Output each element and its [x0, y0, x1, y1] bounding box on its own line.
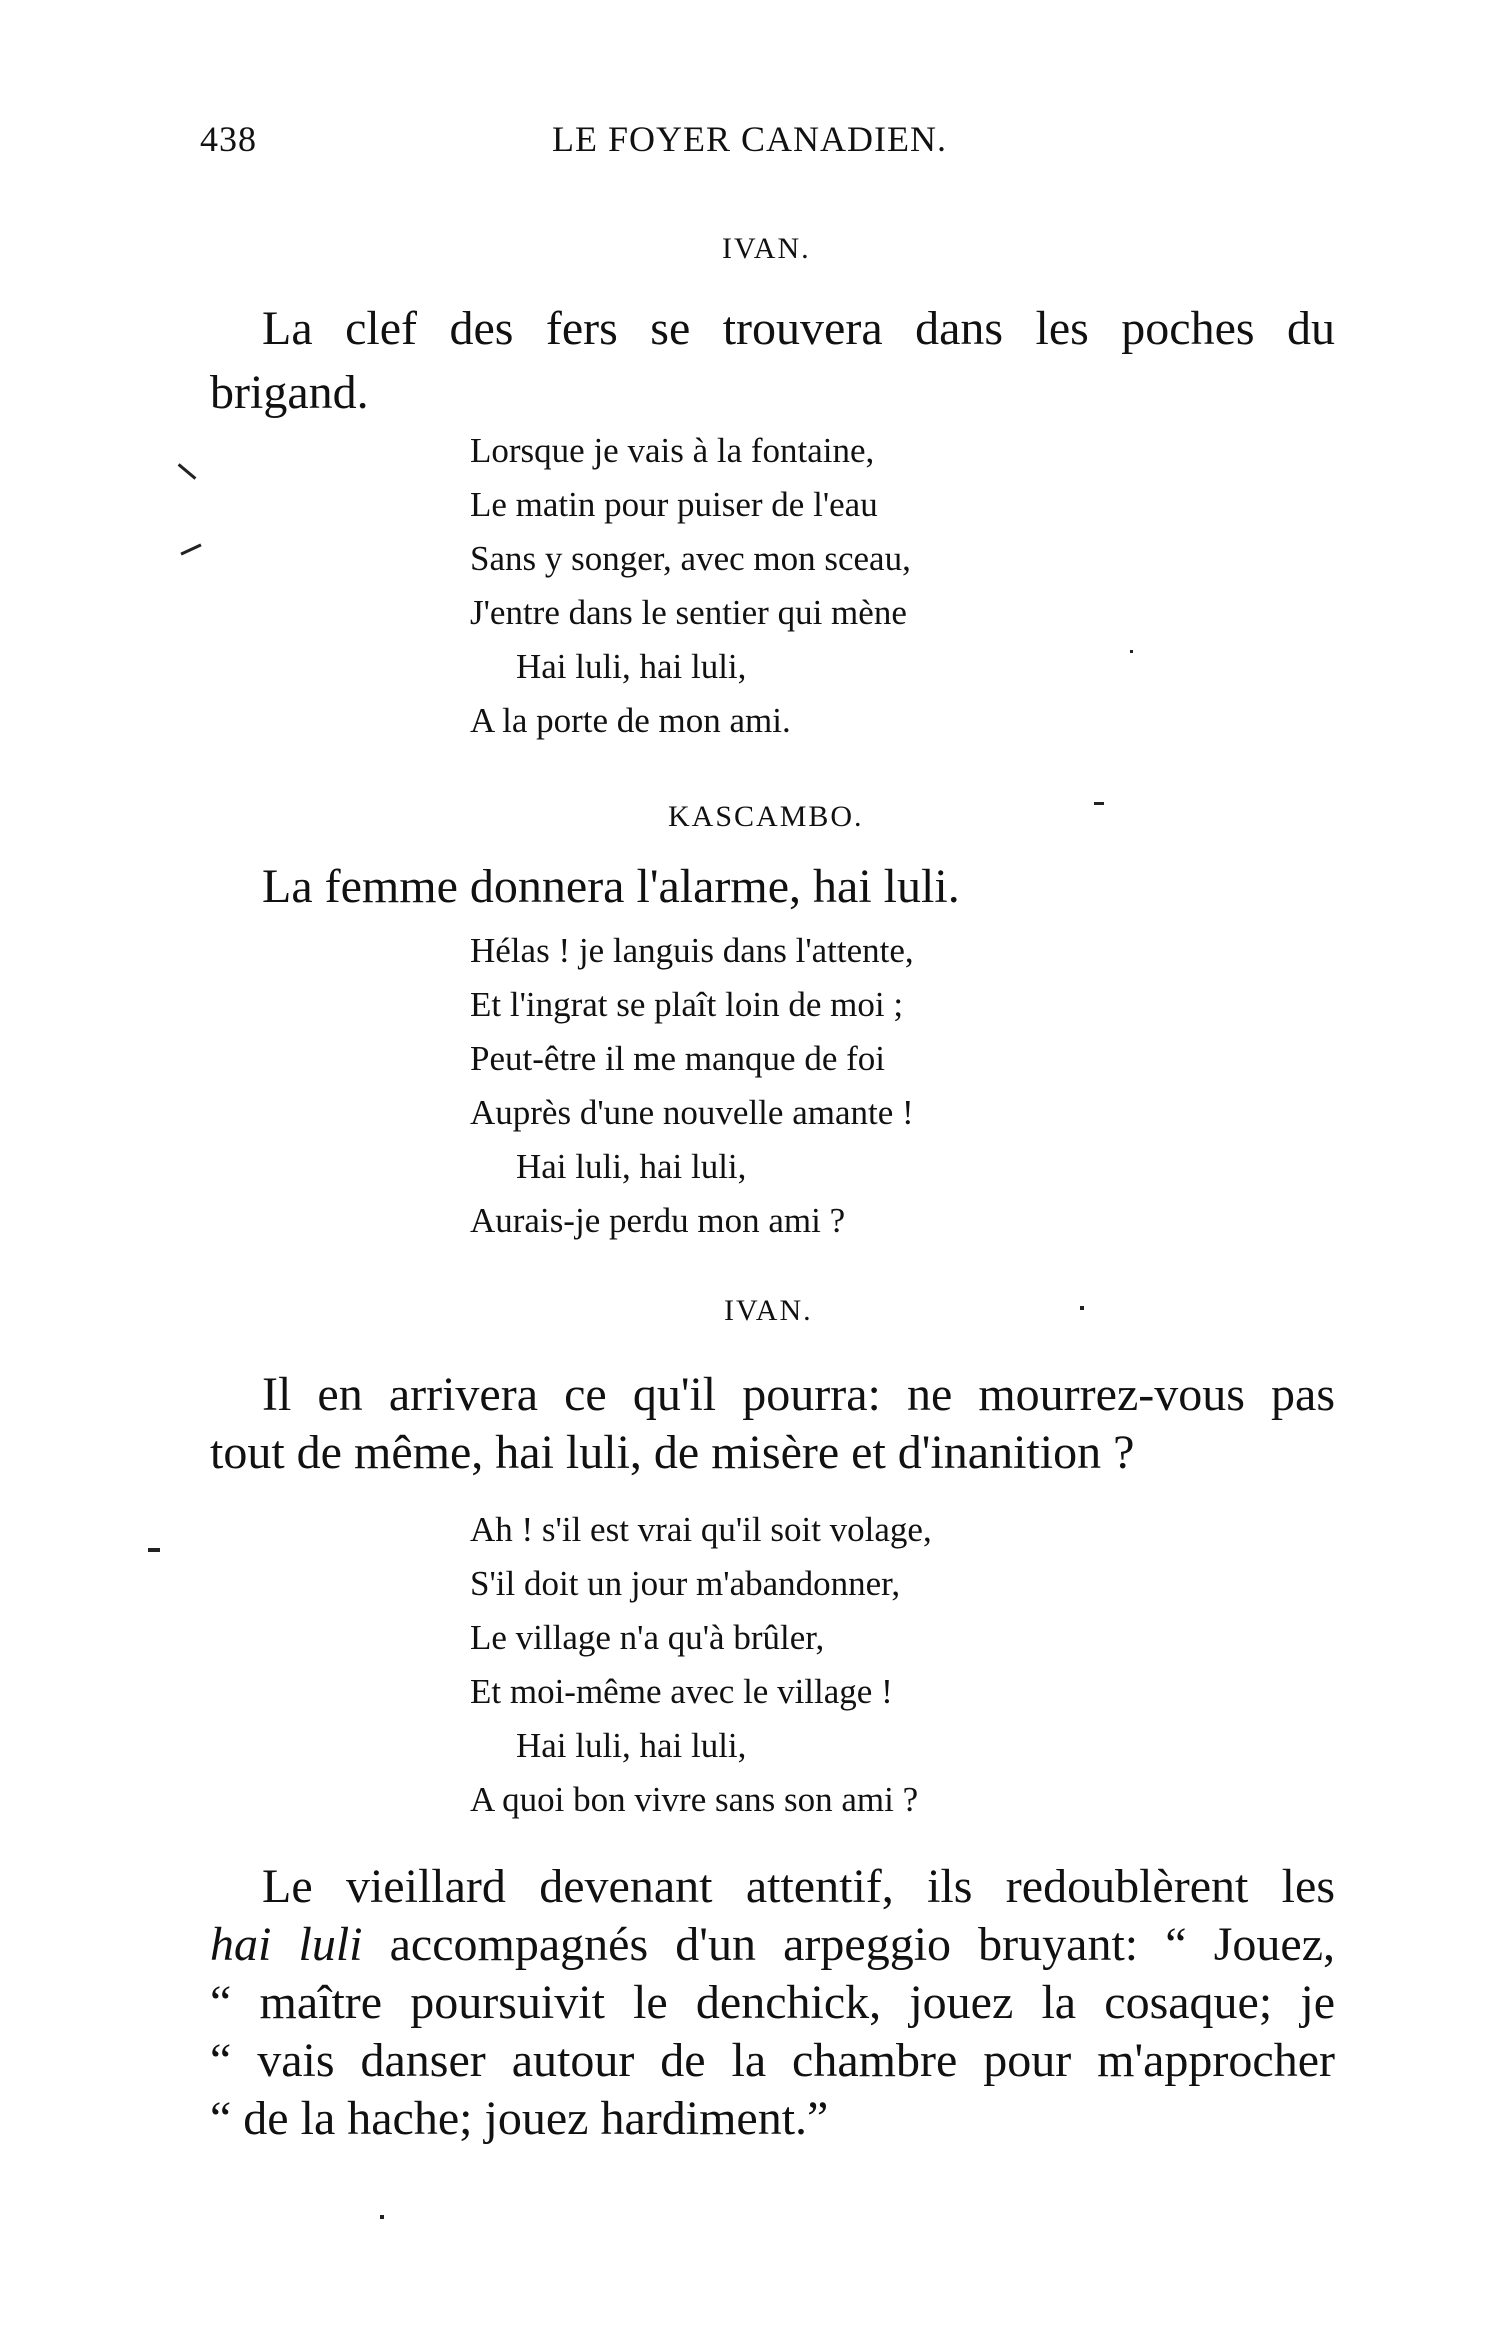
speaker-kascambo: KASCAMBO.: [668, 800, 864, 833]
verse-line: Ah ! s'il est vrai qu'il soit volage,: [470, 1510, 932, 1549]
dialogue-kascambo: [210, 858, 1335, 916]
dialogue-ivan-1: [210, 300, 1335, 422]
running-head: [200, 118, 1000, 168]
prose-line: “ de la hache; jouez hardiment.”: [210, 2092, 829, 2145]
verse-line: Hélas ! je languis dans l'attente,: [470, 931, 914, 970]
verse-line: Aurais-je perdu mon ami ?: [470, 1201, 846, 1240]
scan-mark: [1130, 650, 1133, 653]
prose-line-with-italic: [210, 1916, 1335, 1974]
verse-line: Lorsque je vais à la fontaine,: [470, 431, 875, 470]
narrative-paragraph: [210, 1858, 1335, 2148]
prose-line: “ maître poursuivit le denchick, jouez la cosaque; je: [210, 1976, 1335, 2029]
prose-fragment: accompagnés d'un arpeggio bruyant: “ Jouez,: [362, 1918, 1335, 1971]
song-verse-3: [470, 1503, 932, 1827]
prose-line: Le vieillard devenant attentif, ils redoublèrent les: [262, 1860, 1335, 1913]
verse-line: Le village n'a qu'à brûler,: [470, 1618, 825, 1657]
prose-line: “ vais danser autour de la chambre pour m'approcher: [210, 2034, 1335, 2087]
verse-line: S'il doit un jour m'abandonner,: [470, 1564, 901, 1603]
page-number: 438: [200, 119, 257, 159]
prose-line: La femme donnera l'alarme, hai luli.: [262, 860, 960, 913]
scan-mark: [178, 463, 197, 479]
scan-mark: [1080, 1306, 1084, 1310]
verse-line: Et l'ingrat se plaît loin de moi ;: [470, 985, 904, 1024]
scan-mark: [148, 1548, 160, 1552]
verse-line: J'entre dans le sentier qui mène: [470, 593, 907, 632]
verse-line: Sans y songer, avec mon sceau,: [470, 539, 911, 578]
scan-mark: [180, 543, 201, 555]
dialogue-ivan-2: [210, 1366, 1335, 1482]
speaker-ivan-1: IVAN.: [722, 232, 811, 265]
verse-line: A quoi bon vivre sans son ami ?: [470, 1780, 919, 1819]
prose-line: La clef des fers se trouvera dans les poches du: [262, 302, 1335, 355]
verse-line: Auprès d'une nouvelle amante !: [470, 1093, 914, 1132]
speaker-ivan-2: IVAN.: [724, 1294, 813, 1327]
verse-refrain: Hai luli, hai luli,: [516, 1147, 747, 1186]
running-title: LE FOYER CANADIEN.: [552, 119, 947, 159]
verse-line: Et moi-même avec le village !: [470, 1672, 893, 1711]
italic-phrase: hai luli: [210, 1918, 363, 1971]
verse-line: A la porte de mon ami.: [470, 701, 791, 740]
scan-mark: [1094, 802, 1104, 805]
verse-line: Peut-être il me manque de foi: [470, 1039, 885, 1078]
verse-line: Le matin pour puiser de l'eau: [470, 485, 878, 524]
scan-mark: [380, 2215, 384, 2219]
verse-refrain: Hai luli, hai luli,: [516, 647, 747, 686]
song-verse-1: [470, 424, 911, 748]
prose-line: Il en arrivera ce qu'il pourra: ne mourrez-vous pas: [262, 1368, 1335, 1421]
verse-refrain: Hai luli, hai luli,: [516, 1726, 747, 1765]
song-verse-2: [470, 924, 914, 1248]
prose-line: tout de même, hai luli, de misère et d'inanition ?: [210, 1426, 1135, 1479]
prose-line: brigand.: [210, 366, 369, 419]
